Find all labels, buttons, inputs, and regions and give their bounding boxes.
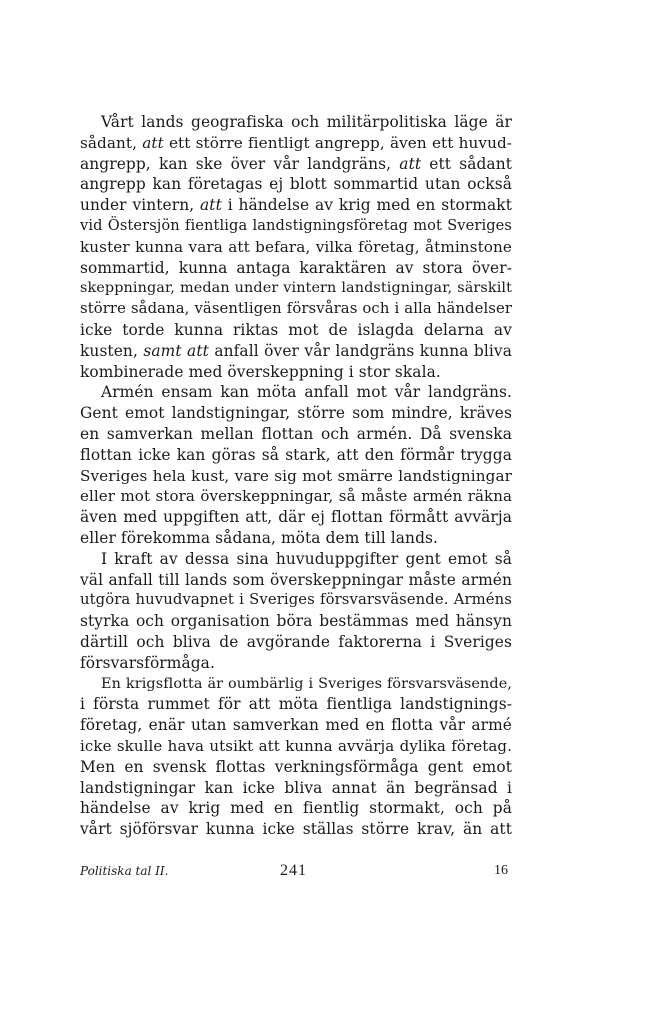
text-run: angrepp, kan ske över vår landgräns, [80,154,400,173]
text-line [80,736,512,757]
text-line [80,154,512,175]
sheet-number: 16 [494,863,508,878]
text-line [80,320,512,341]
text-line [80,174,512,195]
text-line [80,694,512,715]
text-line [80,445,512,466]
text-run: vårt sjöförsvar kunna icke ställas större krav, än att [80,820,512,839]
text-line [80,632,512,653]
body-text [80,112,512,840]
text-run: under vintern, [80,196,201,215]
text-run: I kraft av dessa sina huvuduppgifter gent emot så [101,549,512,568]
text-run: Vårt lands geografiska och militärpolitiska läge är [101,113,512,131]
text-line [80,819,512,840]
text-run: kombinerade med överskeppning i stor skala. [80,362,441,381]
text-line [80,237,512,258]
text-run: större sådana, väsentligen försvåras och i alla händelser [80,300,512,318]
page-footer [80,860,512,882]
text-run: skeppningar, medan under vintern landstigningar, särskilt [80,280,512,297]
text-line [80,798,512,819]
text-run: utgöra huvudvapnet i Sveriges försvarsväsende. Arméns [80,591,512,609]
text-line [80,549,512,570]
paragraph [80,549,512,674]
text-line [80,528,512,549]
text-run: eller mot stora överskeppningar, så måste armén räkna [80,487,512,506]
text-run: Sveriges hela kust, vare sig mot smärre landstigningar [80,466,512,485]
text-run: Gent emot landstigningar, större som mindre, kräves [80,404,512,423]
footer-signature: Politiska tal II. [80,864,169,878]
text-line [80,112,512,133]
text-run: icke torde kunna riktas mot de islagda delarna av [80,320,512,339]
text-run: därtill och bliva de avgörande faktorerna i Sveriges [80,632,512,651]
text-line [80,424,512,445]
paragraph [80,674,512,840]
text-line [80,778,512,799]
text-run: icke skulle hava utsikt att kunna avvärja dylika företag. [80,736,512,755]
text-run: eller förekomma sådana, möta dem till lands. [80,528,439,547]
text-line [80,133,512,154]
text-run: i första rummet för att möta fientliga landstignings- [80,695,512,714]
text-line [80,757,512,778]
text-line [80,195,512,216]
text-line [80,299,512,320]
text-line [80,653,512,674]
text-run: ett sådant [421,154,513,173]
text-line [80,258,512,279]
text-run: händelse av krig med en fientlig stormakt, och på [80,799,512,818]
text-line [80,278,512,299]
text-run: försvarsförmåga. [80,653,215,672]
text-line [80,403,512,424]
text-line [80,466,512,487]
text-line [80,486,512,507]
text-line [80,674,512,695]
text-run: företag, enär utan samverkan med en flotta vår armé [80,716,512,735]
text-line [80,570,512,591]
text-line [80,216,512,237]
italic-emphasis: att [200,196,222,215]
text-run: flottan icke kan göras så stark, att den förmår trygga [80,445,512,464]
italic-emphasis: att [142,133,164,152]
text-line [80,715,512,736]
text-line [80,611,512,632]
text-line [80,341,512,362]
text-line [80,362,512,383]
text-run: ett större fientligt angrepp, även ett huvud- [163,133,512,152]
italic-emphasis: att [399,154,422,173]
text-run: i händelse av krig med en stormakt [221,196,512,215]
text-run: anfall över vår landgräns kunna bliva [208,341,512,360]
text-run: landstigningar kan icke bliva annat än begränsad i [80,778,512,797]
text-run: vid Östersjön fientliga landstigningsföretag mot Sveriges [80,216,512,234]
page-number: 241 [280,862,307,879]
text-line [80,507,512,528]
paragraph [80,382,512,548]
text-run: kusten, [80,341,144,360]
text-run: angrepp kan företagas ej blott sommartid utan också [80,175,512,194]
text-run: en samverkan mellan flottan och armén. Då svenska [80,424,512,443]
paragraph [80,112,512,382]
text-run: En krigsflotta är oumbärlig i Sveriges försvarsväsende, [101,675,512,692]
text-run: sådant, [80,133,143,152]
text-run: väl anfall till lands som överskeppningar måste armén [80,570,512,589]
text-line [80,590,512,611]
text-run: även med uppgiften att, där ej flottan förmått avvärja [80,508,512,527]
text-run: Men en svensk flottas verkningsförmåga gent emot [80,757,512,776]
text-run: kuster kunna vara att befara, vilka företag, åtminstone [80,237,512,256]
italic-emphasis: samt att [143,341,209,360]
text-line [80,382,512,403]
text-run: Armén ensam kan möta anfall mot vår landgräns. [101,383,512,402]
text-run: styrka och organisation böra bestämmas med hänsyn [80,612,512,631]
text-run: sommartid, kunna antaga karaktären av stora över- [80,258,512,277]
